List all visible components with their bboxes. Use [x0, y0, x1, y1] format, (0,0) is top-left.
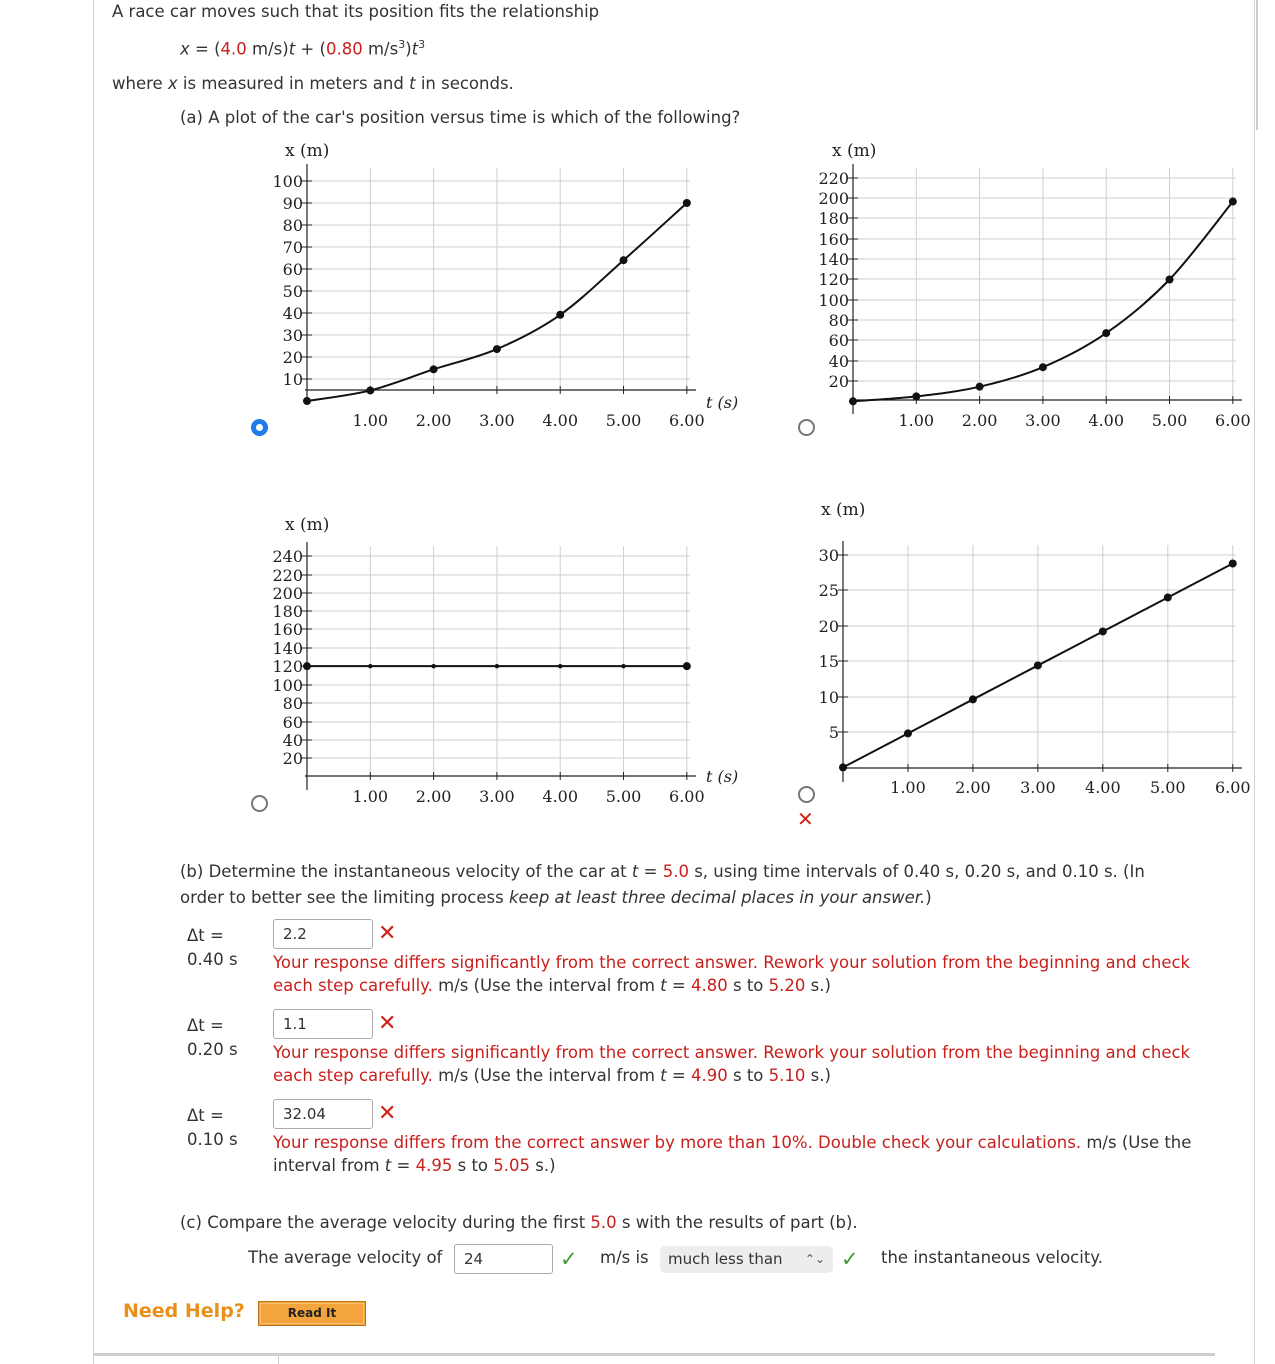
- y-tick-label: 40: [282, 731, 303, 750]
- y-tick-label: 140: [272, 639, 303, 658]
- chart-3-group: [272, 515, 738, 806]
- y-tick-label: 80: [828, 311, 849, 330]
- chart-4-group: [819, 500, 1251, 797]
- y-tick-label: 40: [828, 352, 849, 371]
- x-tick-label: 2.00: [955, 778, 991, 797]
- data-point: [556, 311, 564, 319]
- x-axis-label: t (s): [706, 767, 739, 786]
- y-tick-label: 180: [818, 209, 849, 228]
- dt-label-1: Δt =: [187, 926, 224, 945]
- select-chevron-icon: ⌃⌄: [804, 1252, 825, 1266]
- data-point: [366, 386, 374, 394]
- x-tick-label: 6.00: [669, 787, 705, 806]
- comparison-select[interactable]: much less than ⌃⌄: [660, 1246, 833, 1273]
- y-tick-label: 80: [282, 694, 303, 713]
- y-tick-label: 100: [818, 291, 849, 310]
- y-tick-label: 200: [818, 189, 849, 208]
- data-point: [683, 199, 691, 207]
- x-tick-label: 6.00: [1214, 778, 1251, 797]
- units-text: m/s is: [600, 1248, 649, 1267]
- feedback-040: Your response differs significantly from the correct answer. Rework your solution from the beginning and check each step carefully. m/s (Use the interval from t = 4.80 s to 5.20 s.): [273, 953, 1191, 995]
- need-help-label: Need Help?: [123, 1300, 245, 1322]
- y-axis-label: x (m): [821, 500, 866, 520]
- data-point: [495, 664, 499, 668]
- y-axis-label: x (m): [285, 515, 330, 535]
- part-c-prompt: (c) Compare the average velocity during the first 5.0 s with the results of part (b).: [180, 1213, 858, 1232]
- y-axis-label: x (m): [285, 141, 330, 161]
- data-point: [1164, 593, 1172, 601]
- data-point: [1229, 198, 1237, 206]
- data-point: [1099, 627, 1107, 635]
- y-tick-label: 10: [818, 688, 839, 707]
- feedback-010: Your response differs from the correct answer by more than 10%. Double check your calculations. m/s (Use the interval from t = 4.95 s to 5.05 s.): [273, 1133, 1192, 1175]
- correct-icon: ✓: [560, 1247, 578, 1271]
- data-point: [368, 664, 372, 668]
- y-tick-label: 200: [272, 584, 303, 603]
- part-c-sentence-end: the instantaneous velocity.: [881, 1248, 1103, 1267]
- question-intro: A race car moves such that its position fits the relationship: [112, 2, 600, 21]
- y-tick-label: 5: [828, 723, 839, 742]
- part-a-prompt: (a) A plot of the car's position versus time is which of the following?: [180, 108, 741, 127]
- y-tick-label: 60: [828, 331, 849, 350]
- x-tick-label: 5.00: [605, 787, 642, 806]
- variable-definition: where x is measured in meters and t in seconds.: [112, 74, 514, 93]
- y-tick-label: 20: [818, 617, 839, 636]
- y-tick-label: 120: [818, 270, 849, 289]
- x-tick-label: 4.00: [1085, 778, 1121, 797]
- x-tick-label: 6.00: [1215, 411, 1251, 430]
- y-tick-label: 60: [282, 260, 303, 279]
- y-tick-label: 15: [818, 652, 839, 671]
- y-tick-label: 70: [282, 238, 303, 257]
- y-tick-label: 60: [282, 713, 303, 732]
- y-tick-label: 120: [272, 657, 303, 676]
- average-velocity-input[interactable]: 24: [454, 1244, 553, 1274]
- y-tick-label: 80: [282, 216, 303, 235]
- option-3-radio[interactable]: [251, 795, 268, 812]
- data-point: [976, 383, 984, 391]
- x-tick-label: 5.00: [605, 411, 642, 430]
- y-tick-label: 160: [818, 230, 849, 249]
- data-point: [1229, 559, 1237, 567]
- x-tick-label: 3.00: [479, 787, 515, 806]
- y-tick-label: 20: [282, 348, 303, 367]
- x-tick-label: 2.00: [415, 411, 452, 430]
- x-tick-label: 3.00: [1020, 778, 1056, 797]
- data-point: [683, 662, 691, 670]
- data-point: [1102, 329, 1110, 337]
- data-point: [912, 392, 920, 400]
- y-tick-label: 40: [282, 304, 303, 323]
- part-b-prompt-line2: order to better see the limiting process keep at least three decimal places in your answer.): [180, 888, 932, 907]
- data-point: [493, 345, 501, 353]
- velocity-input-040[interactable]: 2.2: [273, 919, 373, 949]
- x-tick-label: 1.00: [352, 411, 389, 430]
- x-tick-label: 2.00: [961, 411, 998, 430]
- y-tick-label: 100: [272, 676, 303, 695]
- x-tick-label: 2.00: [415, 787, 452, 806]
- dt-label-2: Δt =: [187, 1016, 224, 1035]
- data-point: [1166, 276, 1174, 284]
- y-tick-label: 240: [272, 547, 303, 566]
- x-tick-label: 4.00: [1088, 411, 1125, 430]
- velocity-input-020[interactable]: 1.1: [273, 1009, 373, 1039]
- y-tick-label: 10: [282, 370, 303, 389]
- y-tick-label: 20: [282, 749, 303, 768]
- y-tick-label: 25: [818, 581, 839, 600]
- option-1-radio[interactable]: [251, 419, 268, 436]
- feedback-020: Your response differs significantly from the correct answer. Rework your solution from the beginning and check each step carefully. m/s (Use the interval from t = 4.90 s to 5.10 s.): [273, 1043, 1191, 1085]
- data-point: [1034, 661, 1042, 669]
- y-tick-label: 160: [272, 620, 303, 639]
- dt-value-1: 0.40 s: [187, 950, 238, 969]
- read-it-button[interactable]: Read It: [258, 1301, 366, 1326]
- data-point: [621, 664, 625, 668]
- y-tick-label: 50: [282, 282, 303, 301]
- data-point: [904, 729, 912, 737]
- y-tick-label: 20: [828, 372, 849, 391]
- incorrect-icon: ✕: [378, 1011, 397, 1036]
- data-point: [849, 397, 857, 405]
- x-tick-label: 5.00: [1151, 411, 1188, 430]
- x-tick-label: 5.00: [1149, 778, 1186, 797]
- y-tick-label: 220: [272, 566, 303, 585]
- y-tick-label: 180: [272, 602, 303, 621]
- position-equation: x = (4.0 m/s)t + (0.80 $m/s^3)t^3$: [180, 38, 426, 59]
- x-tick-label: 3.00: [1025, 411, 1061, 430]
- chart-2-group: [818, 141, 1250, 430]
- x-tick-label: 6.00: [669, 411, 705, 430]
- velocity-input-010[interactable]: 32.04: [273, 1099, 373, 1129]
- x-tick-label: 1.00: [352, 787, 389, 806]
- correct-icon: ✓: [841, 1247, 859, 1271]
- y-tick-label: 30: [282, 326, 303, 345]
- data-point: [839, 763, 847, 771]
- data-point: [431, 664, 435, 668]
- dt-value-3: 0.10 s: [187, 1130, 238, 1149]
- y-tick-label: 140: [818, 250, 849, 269]
- y-tick-label: 90: [282, 194, 303, 213]
- part-b-prompt-line1: (b) Determine the instantaneous velocity of the car at t = 5.0 s, using time intervals of 0.40 s, 0.20 s, and 0.10 s. (In: [180, 862, 1145, 881]
- y-axis-label: x (m): [832, 141, 877, 161]
- y-tick-label: 220: [818, 169, 849, 188]
- x-tick-label: 1.00: [890, 778, 926, 797]
- data-point: [558, 664, 562, 668]
- dt-label-3: Δt =: [187, 1106, 224, 1125]
- option-4-incorrect-icon: ✕: [797, 807, 814, 831]
- option-2-radio[interactable]: [798, 419, 815, 436]
- y-tick-label: 100: [272, 172, 303, 191]
- x-tick-label: 4.00: [542, 411, 579, 430]
- data-point: [620, 256, 628, 264]
- part-c-sentence-start: The average velocity of: [248, 1248, 443, 1267]
- y-tick-label: 30: [818, 546, 839, 565]
- dt-value-2: 0.20 s: [187, 1040, 238, 1059]
- x-tick-label: 3.00: [479, 411, 515, 430]
- chart-1-group: [272, 141, 738, 430]
- data-point: [303, 397, 311, 405]
- x-tick-label: 1.00: [898, 411, 935, 430]
- data-point: [303, 662, 311, 670]
- data-point: [969, 695, 977, 703]
- data-point: [430, 365, 438, 373]
- x-tick-label: 4.00: [542, 787, 579, 806]
- incorrect-icon: ✕: [378, 921, 397, 946]
- incorrect-icon: ✕: [378, 1101, 397, 1126]
- x-axis-label: t (s): [706, 393, 739, 412]
- data-point: [1039, 363, 1047, 371]
- option-4-radio[interactable]: [798, 786, 815, 803]
